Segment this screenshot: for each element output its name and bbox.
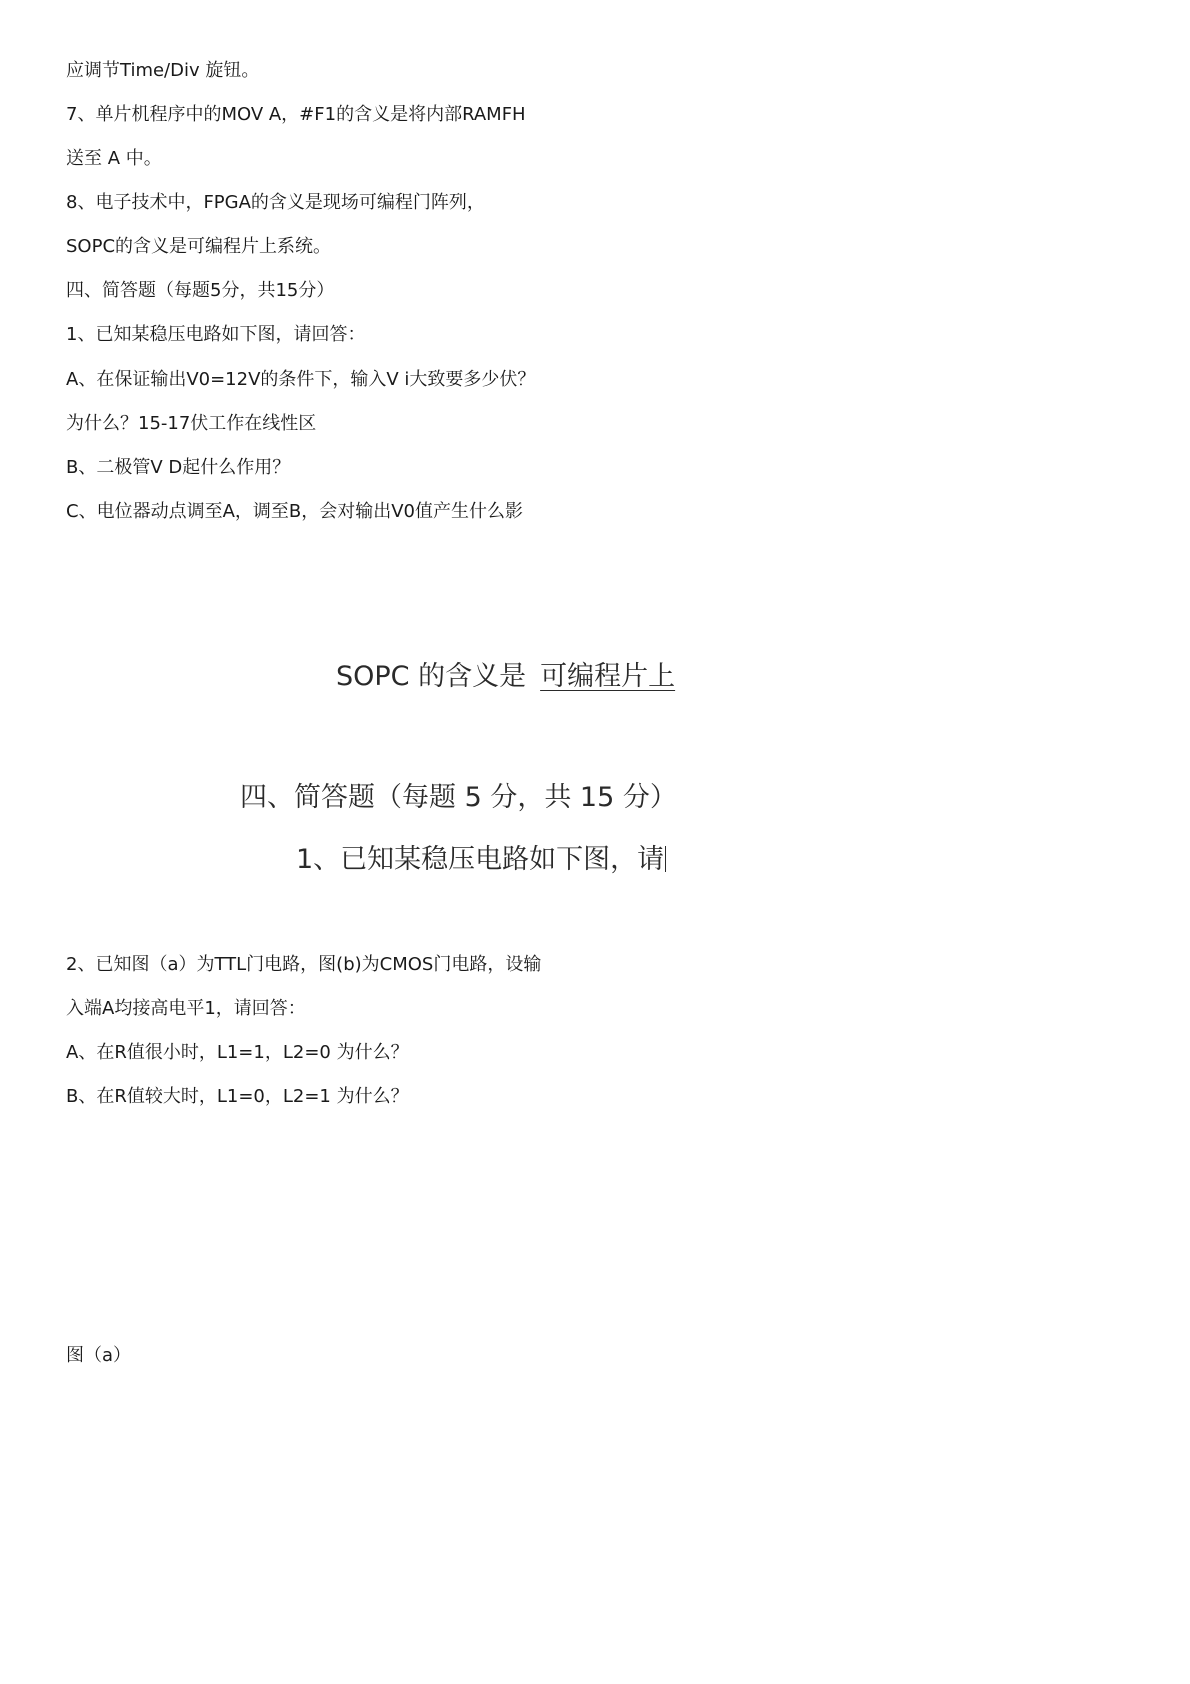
scan-section-heading: 四、简答题（每题 5 分，共 15 分） — [240, 782, 677, 813]
text-line-2: 7、单片机程序中的MOV A，#F1的含义是将内部RAMFH — [66, 104, 526, 125]
scan-question-1-text: 1、已知某稳压电路如下图，请 — [296, 844, 665, 875]
question-2-continued: 入端A均接高电平1，请回答： — [66, 998, 306, 1019]
question-1-part-a: A、在保证输出V0=12V的条件下，输入V i大致要多少伏？ — [66, 369, 536, 390]
text-line-5: SOPC的含义是可编程片上系统。 — [66, 236, 332, 257]
question-1-part-c: C、电位器动点调至A，调至B，会对输出V0值产生什么影 — [66, 501, 523, 522]
scan-crop-edge — [665, 846, 666, 872]
text-line-1: 应调节Time/Div 旋钮。 — [66, 60, 260, 81]
scan-sopc-prefix: SOPC 的含义是 — [336, 661, 527, 692]
question-1-part-b: B、二极管V D起什么作用？ — [66, 457, 291, 478]
scan-sopc-answer: 可编程片上 — [540, 661, 676, 692]
text-line-4: 8、电子技术中，FPGA的含义是现场可编程门阵列， — [66, 192, 485, 213]
figure-caption: 图（a） — [66, 1345, 132, 1366]
scan-question-1 — [296, 843, 666, 877]
question-2-part-a: A、在R值很小时，L1=1，L2=0 为什么？ — [66, 1042, 409, 1063]
question-1: 1、已知某稳压电路如下图，请回答： — [66, 324, 366, 345]
section-heading-short-answer: 四、简答题（每题5分，共15分） — [66, 280, 335, 301]
question-1-part-a-answer: 为什么？15-17伏工作在线性区 — [66, 413, 317, 434]
scan-sopc-line — [336, 660, 675, 694]
text-line-3: 送至 A 中。 — [66, 148, 162, 169]
question-2: 2、已知图（a）为TTL门电路，图(b)为CMOS门电路，设输 — [66, 954, 542, 975]
question-2-part-b: B、在R值较大时，L1=0，L2=1 为什么？ — [66, 1086, 409, 1107]
